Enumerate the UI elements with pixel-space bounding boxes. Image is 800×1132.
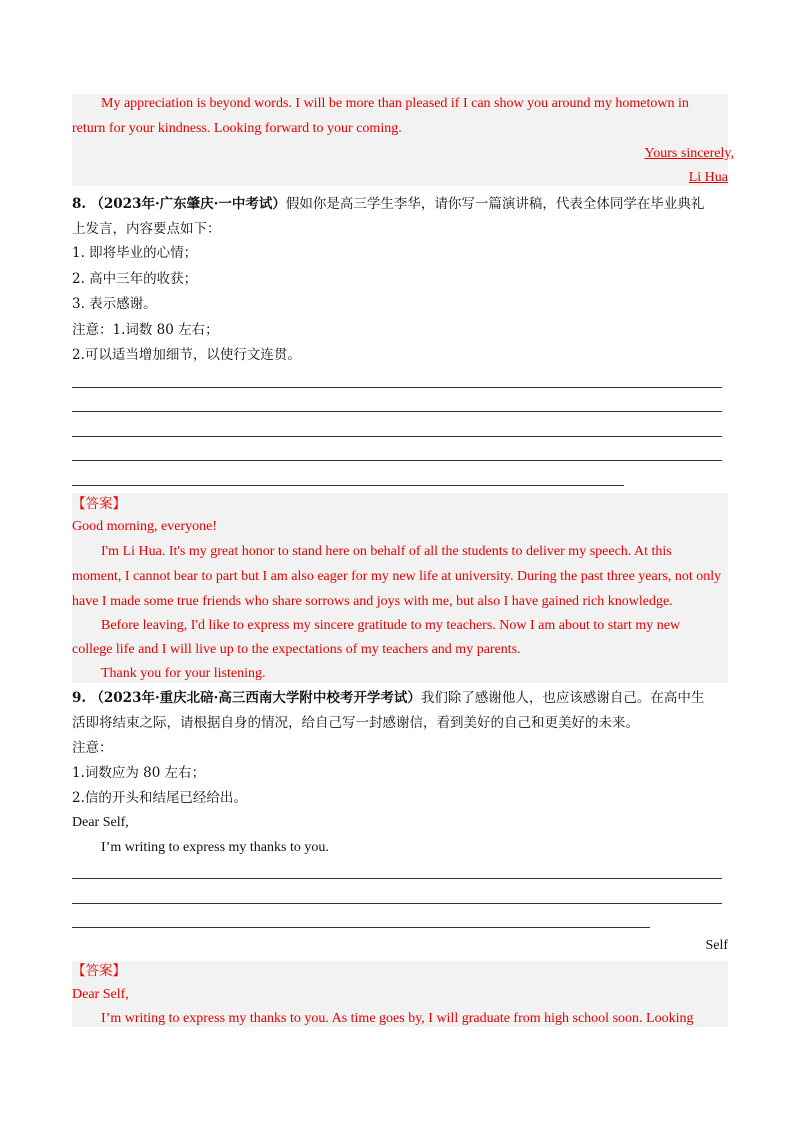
letter-signature: Li Hua xyxy=(688,170,728,185)
q8-point-1: 1. 即将毕业的心情； xyxy=(72,245,198,261)
q8-prompt-2: 上发言，内容要点如下： xyxy=(72,221,221,237)
q9-sign-off: Self xyxy=(705,938,728,953)
q9-note-2: 2.信的开头和结尾已经给出。 xyxy=(72,790,247,806)
q9-answer-line-2[interactable] xyxy=(72,903,722,904)
q8-prompt-1: 假如你是高三学生李华，请你写一篇演讲稿，代表全体同学在毕业典礼 xyxy=(285,196,705,212)
q9-answer-label: 【答案】 xyxy=(72,963,126,979)
letter-closing: Yours sincerely, xyxy=(644,146,734,161)
q9-source: （2023年·重庆北碚·高三西南大学附中校考开学考试） xyxy=(90,690,421,706)
letter-line-2: return for your kindness. Looking forward to your coming. xyxy=(72,121,402,136)
q8-answer-line-3[interactable] xyxy=(72,436,722,437)
q8-source: （2023年·广东肇庆·一中考试） xyxy=(90,196,286,212)
q9-answer-line-3[interactable] xyxy=(72,927,650,928)
q8-answer-line-f: college life and I will live up to the expectations of my teachers and my parents. xyxy=(72,642,521,657)
q8-answer-line-a: Good morning, everyone! xyxy=(72,519,218,534)
q8-heading xyxy=(72,195,704,213)
q8-answer-label: 【答案】 xyxy=(72,496,126,512)
q9-salutation: Dear Self, xyxy=(72,815,129,830)
q9-heading xyxy=(72,689,704,707)
q9-answer-line-a: I’m writing to express my thanks to you. As time goes by, I will graduate from high school soon. Looking xyxy=(101,1011,694,1026)
q9-prompt-1: 我们除了感谢他人，也应该感谢自己。在高中生 xyxy=(420,690,705,706)
q9-note-title: 注意： xyxy=(72,740,113,756)
q8-point-3: 3. 表示感谢。 xyxy=(72,296,157,312)
q8-note-2: 2.可以适当增加细节，以使行文连贯。 xyxy=(72,347,301,363)
q8-answer-line-2[interactable] xyxy=(72,411,722,412)
q8-answer-line-b: I'm Li Hua. It's my great honor to stand here on behalf of all the students to deliver my speech. At this xyxy=(101,544,672,559)
q8-answer-line-c: moment, I cannot bear to part but I am also eager for my new life at university. During the past three years, not only xyxy=(72,569,722,584)
letter-line-1: My appreciation is beyond words. I will be more than pleased if I can show you around my hometown in xyxy=(101,96,689,111)
q8-note-1: 注意：1.词数 80 左右； xyxy=(72,322,219,338)
q9-answer-line-1[interactable] xyxy=(72,878,722,879)
q8-answer-line-g: Thank you for your listening. xyxy=(101,666,266,681)
q9-opening: I’m writing to express my thanks to you. xyxy=(101,840,329,855)
q9-number: 9. xyxy=(72,690,87,706)
q8-point-2: 2. 高中三年的收获； xyxy=(72,271,198,287)
q8-answer-line-5[interactable] xyxy=(72,485,624,486)
q8-answer-line-d: have I made some true friends who share sorrows and joys with me, but also I have gained rich knowledge. xyxy=(72,594,673,609)
q9-prompt-2: 活即将结束之际，请根据自身的情况，给自己写一封感谢信，看到美好的自己和更美好的未来。 xyxy=(72,715,639,731)
q8-answer-line-e: Before leaving, I'd like to express my sincere gratitude to my teachers. Now I am about to start my new xyxy=(101,618,681,633)
q8-number: 8. xyxy=(72,196,87,212)
q8-answer-line-1[interactable] xyxy=(72,387,722,388)
q9-note-1: 1.词数应为 80 左右； xyxy=(72,765,206,781)
q9-answer-salutation: Dear Self, xyxy=(72,987,129,1002)
q8-answer-line-4[interactable] xyxy=(72,460,722,461)
